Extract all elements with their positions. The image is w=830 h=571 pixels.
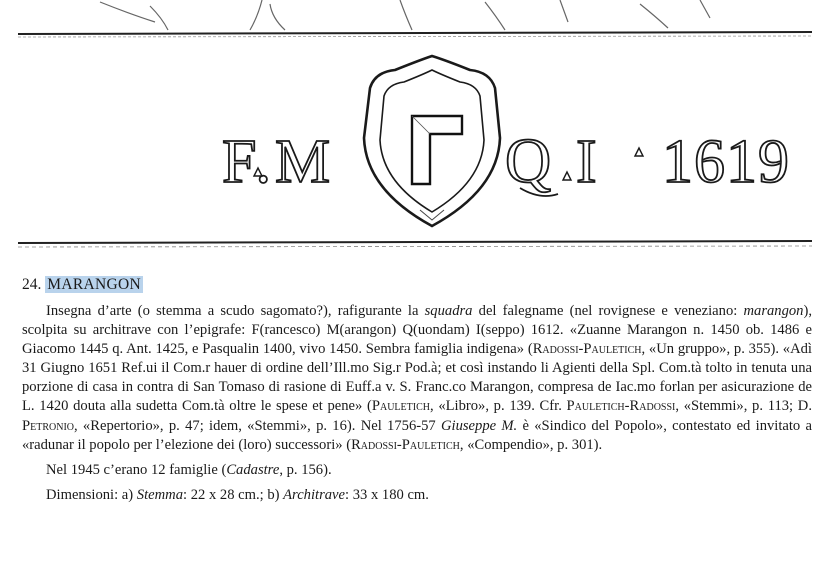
inscription-q: Q <box>505 125 552 196</box>
entry-number: 24. <box>22 276 42 293</box>
architrave-drawing <box>0 0 830 255</box>
entry-body <box>22 302 812 505</box>
carpenter-square-icon <box>412 116 462 184</box>
entry-title[interactable]: MARANGON <box>47 276 141 293</box>
inscription-i: I <box>576 128 597 196</box>
description-paragraph: Insegna d’arte (o stemma a scudo sagomato?), rafigurante la squadra del falegname (nel rovignese e veneziano: marangon), scolpita su architrave con l’epigrafe: F(rancesco) M(arangon) Q(uondam) I(seppo) 1612. «Zuanne Marangon n. 1450 ob. 1486 e Giacomo 1445 q. Ant. 1425, e Pasqualin 1400, vivo 1450. Sembra famiglia indigena» (Radossi-Pauletich, «Un gruppo», p. 355). «Adì 31 Giugno 1651 Ref.ui il Com.r hauer di ordine dell’Ill.mo Sig.r Pod.à; et così instando li Agienti della Spl. Com.tà tolto in tenuta una porzione di casa in contra di San Tomaso di rasione di Euff.a v. S. Franc.co Marangon, compresa de Iac.mo forlan per asicurazione de L. 1420 douta alla sudetta Com.tà oltre le spese et pene» (Pauletich, «Libro», p. 139. Cfr. Pauletich-Radossi, «Stemmi», p. 113; D. Petronio, «Repertorio», p. 47; idem, «Stemmi», p. 16). Nel 1756-57 Giuseppe M. è «Sindico del Popolo», contestato ed invitato a «radunar il popolo per l’elezione dei (loro) successori» (Radossi-Pauletich, «Compendio», p. 301). <box>22 303 812 453</box>
architrave-sketch <box>0 0 830 255</box>
inscription-left: F.M <box>222 128 335 196</box>
dimensions-paragraph: Dimensioni: a) Stemma: 22 x 28 cm.; b) Architrave: 33 x 180 cm. <box>46 486 429 503</box>
families-paragraph: Nel 1945 c’erano 12 famiglie (Cadastre, p. 156). <box>46 461 332 478</box>
inscription-year: 1619 <box>662 128 790 196</box>
decorative-sketch-lines <box>100 0 710 30</box>
entry-header <box>22 276 143 294</box>
shield-emblem <box>364 56 500 226</box>
